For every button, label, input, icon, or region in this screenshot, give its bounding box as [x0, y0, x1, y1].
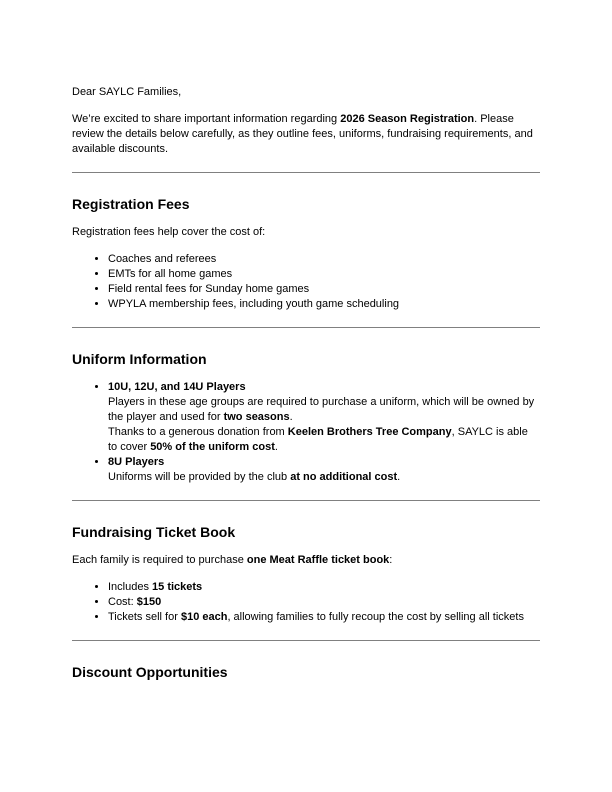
fundraising-list	[72, 580, 540, 625]
intro-text-post: . Please review the details below carefully, as they outline fees, uniforms, fundraising requirements, and available discounts.	[72, 113, 533, 155]
section-divider	[72, 172, 540, 173]
section-divider	[72, 327, 540, 328]
fundraising-bold-ticket-book: one Meat Raffle ticket book	[246, 554, 390, 566]
uniform-information-heading: Uniform Information	[72, 351, 207, 367]
list-item: • Field rental fees for Sunday home games	[108, 282, 540, 297]
intro-text-pre: We’re excited to share important information regarding	[72, 113, 341, 125]
fundraising-bold-cost: $150	[136, 596, 162, 608]
fundraising-lead	[72, 553, 540, 568]
discount-opportunities-heading: Discount Opportunities	[72, 664, 228, 680]
fundraising-text: Each family is required to purchase	[72, 554, 247, 566]
section-divider	[72, 500, 540, 501]
uniform-bold-donor-name: Keelen Brothers Tree Company	[287, 426, 452, 438]
list-item	[108, 610, 540, 625]
uniform-detail-line	[108, 395, 540, 425]
fundraising-text: Tickets sell for	[108, 611, 181, 623]
section-divider	[72, 640, 540, 641]
uniform-bold-cost-coverage: 50% of the uniform cost	[150, 441, 275, 453]
uniform-bold-two-seasons: two seasons	[223, 411, 290, 423]
uniform-group-title: • 10U, 12U, and 14U Players	[108, 381, 246, 393]
list-item	[108, 595, 540, 610]
fundraising-text: :	[389, 554, 393, 566]
registration-fees-heading: Registration Fees	[72, 196, 190, 212]
list-item	[108, 580, 540, 595]
uniform-text: .	[397, 471, 401, 483]
uniform-group-title: • 8U Players	[108, 456, 165, 468]
list-item: • WPYLA membership fees, including youth game scheduling	[108, 297, 540, 312]
registration-fees-list	[72, 252, 540, 312]
uniform-detail-line	[108, 470, 540, 485]
fundraising-bold-ticket-price: $10 each	[180, 611, 228, 623]
uniform-text: .	[274, 441, 278, 453]
fundraising-bold-ticket-count: 15 tickets	[152, 581, 203, 593]
uniform-bold-no-cost: at no additional cost	[290, 471, 398, 483]
list-item	[108, 380, 540, 455]
list-item: • EMTs for all home games	[108, 267, 540, 282]
list-item: • Coaches and referees	[108, 252, 540, 267]
fundraising-text: Includes	[108, 581, 153, 593]
list-item	[108, 455, 540, 485]
uniform-text: Players in these age groups are required to purchase a uniform, which will be owned by the player and used for	[108, 396, 535, 423]
fundraising-text: Cost:	[108, 596, 137, 608]
registration-fees-lead: Registration fees help cover the cost of:	[72, 226, 266, 238]
uniform-information-list	[72, 380, 540, 485]
intro-paragraph	[72, 112, 540, 157]
uniform-text: .	[289, 411, 293, 423]
greeting: Dear SAYLC Families,	[72, 86, 182, 98]
uniform-text: Thanks to a generous donation from	[108, 426, 288, 438]
intro-bold-season-registration: 2026 Season Registration	[340, 113, 475, 125]
fundraising-text: , allowing families to fully recoup the cost by selling all tickets	[227, 611, 524, 623]
fundraising-ticket-book-heading: Fundraising Ticket Book	[72, 524, 236, 540]
uniform-text: , SAYLC is able to cover	[108, 426, 528, 453]
uniform-detail-line	[108, 425, 540, 455]
uniform-text: Uniforms will be provided by the club	[108, 471, 291, 483]
